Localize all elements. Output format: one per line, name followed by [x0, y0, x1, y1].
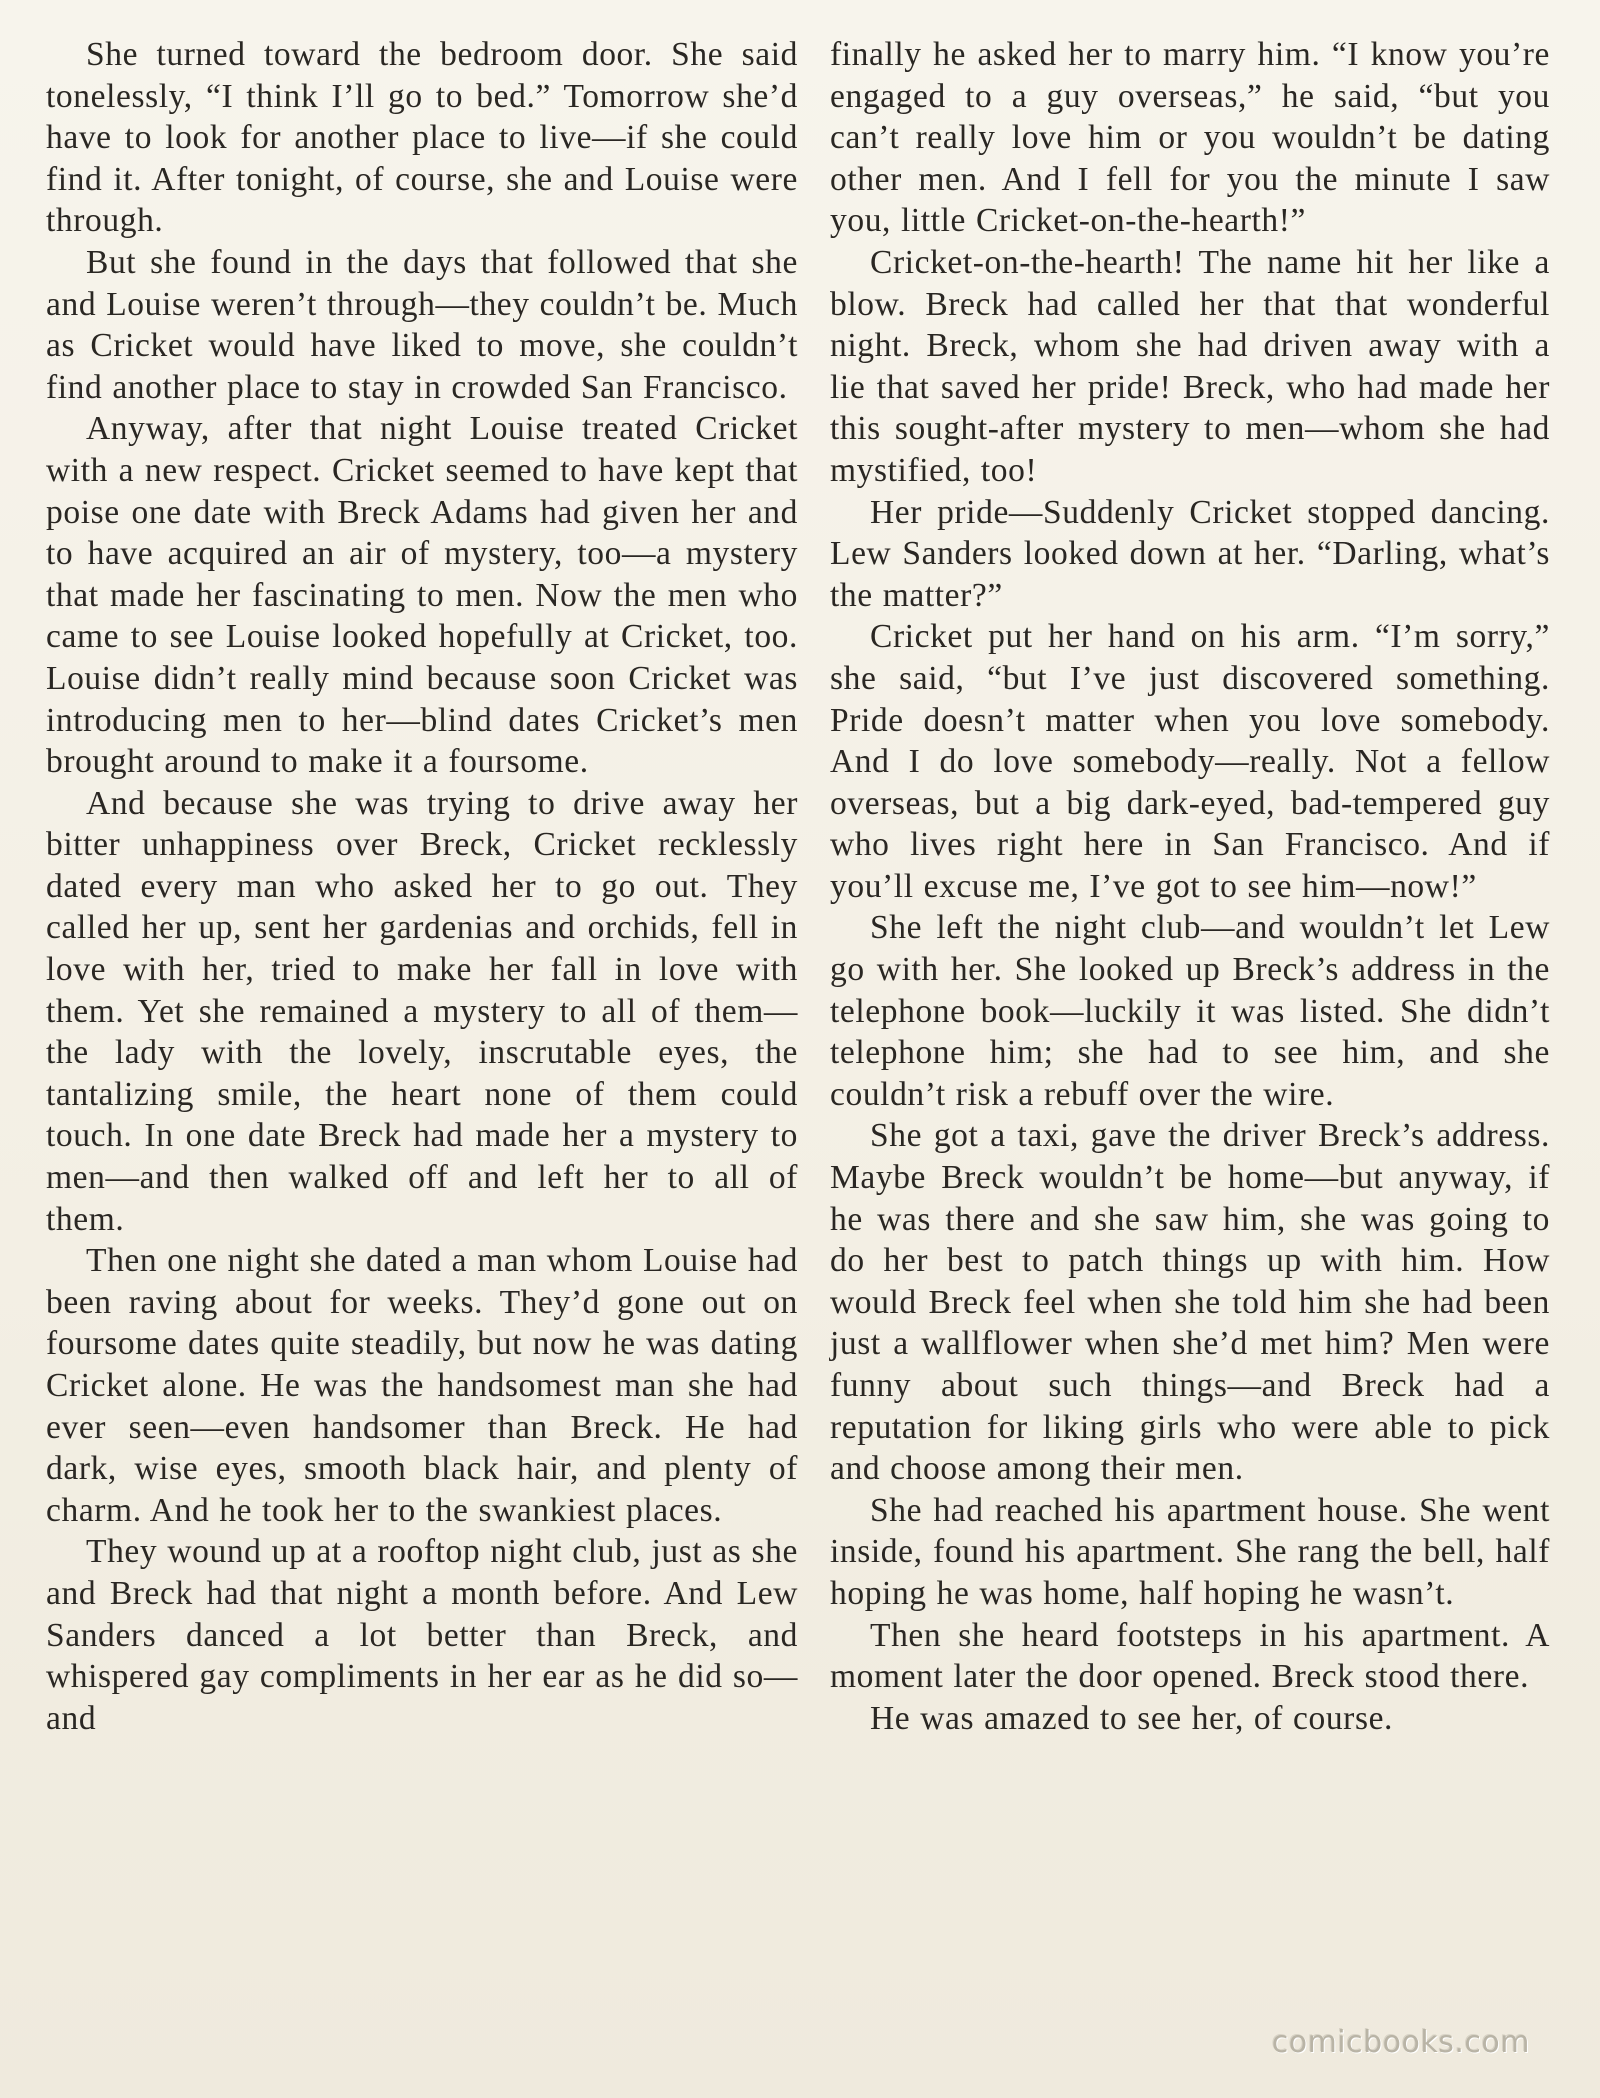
paragraph: Cricket put her hand on his arm. “I’m sorry,” she said, “but I’ve just discovered something. Pride doesn’t matter when you love somebody. And I do love somebody—really. Not a fellow overseas, but a big dark-eyed, bad-tempered guy who lives right here in San Francisco. And if you’ll excuse me, I’ve got to see him—now!”: [830, 618, 1550, 905]
paragraph: Then she heard footsteps in his apartment. A moment later the door opened. Breck stood there.: [830, 1616, 1550, 1696]
text-column-right: [830, 34, 1550, 1739]
paragraph: She left the night club—and wouldn’t let Lew go with her. She looked up Breck’s address in the telephone book—luckily it was listed. She didn’t telephone him; she had to see him, and she couldn’t risk a rebuff over the wire.: [830, 909, 1550, 1113]
text-column-left: [46, 34, 798, 1739]
paragraph: They wound up at a rooftop night club, just as she and Breck had that night a month before. And Lew Sanders danced a lot better than Breck, and whispered gay compliments in her ear as he did so—and: [46, 1533, 798, 1737]
paragraph: Then one night she dated a man whom Louise had been raving about for weeks. They’d gone out on foursome dates quite steadily, but now he was dating Cricket alone. He was the handsomest man she had ever seen—even handsomer than Breck. He had dark, wise eyes, smooth black hair, and plenty of charm. And he took her to the swankiest places.: [46, 1242, 798, 1529]
paragraph: He was amazed to see her, of course.: [870, 1699, 1394, 1737]
paragraph: But she found in the days that followed that she and Louise weren’t through—they couldn’t be. Much as Cricket would have liked to move, she couldn’t find another place to stay in crowded San Francisco.: [46, 243, 798, 406]
watermark: comicbooks.com: [1271, 2025, 1530, 2060]
paragraph-continued: finally he asked her to marry him. “I know you’re engaged to a guy overseas,” he said, “but you can’t really love him or you wouldn’t be dating other men. And I fell for you the minute I saw you, little Cricket-on-the-hearth!”: [830, 36, 1550, 240]
paragraph: Her pride—Suddenly Cricket stopped dancing. Lew Sanders looked down at her. “Darling, what’s the matter?”: [830, 493, 1550, 614]
paragraph: And because she was trying to drive away her bitter unhappiness over Breck, Cricket recklessly dated every man who asked her to go out. They called her up, sent her gardenias and orchids, fell in love with her, tried to make her fall in love with them. Yet she remained a mystery to all of them—the lady with the lovely, inscrutable eyes, the tantalizing smile, the heart none of them could touch. In one date Breck had made her a mystery to men—and then walked off and left her to all of them.: [46, 784, 798, 1238]
paragraph: Cricket-on-the-hearth! The name hit her like a blow. Breck had called her that that wonderful night. Breck, whom she had driven away with a lie that saved her pride! Breck, who had made her this sought-after mystery to men—whom she had mystified, too!: [830, 243, 1550, 489]
paragraph: She got a taxi, gave the driver Breck’s address. Maybe Breck wouldn’t be home—but anyway, if he was there and she saw him, she was going to do her best to patch things up with him. How would Breck feel when she told him she had been just a wallflower when she’d met him? Men were funny about such things—and Breck had a reputation for liking girls who were able to pick and choose among their men.: [830, 1117, 1550, 1488]
paragraph: She had reached his apartment house. She went inside, found his apartment. She rang the bell, half hoping he was home, half hoping he wasn’t.: [830, 1491, 1550, 1612]
paragraph: She turned toward the bedroom door. She said tonelessly, “I think I’ll go to bed.” Tomorrow she’d have to look for another place to live—if she could find it. After tonight, of course, she and Louise were through.: [46, 36, 798, 240]
paragraph: Anyway, after that night Louise treated Cricket with a new respect. Cricket seemed to have kept that poise one date with Breck Adams had given her and to have acquired an air of mystery, too—a mystery that made her fascinating to men. Now the men who came to see Louise looked hopefully at Cricket, too. Louise didn’t really mind because soon Cricket was introducing men to her—blind dates Cricket’s men brought around to make it a foursome.: [46, 410, 798, 781]
